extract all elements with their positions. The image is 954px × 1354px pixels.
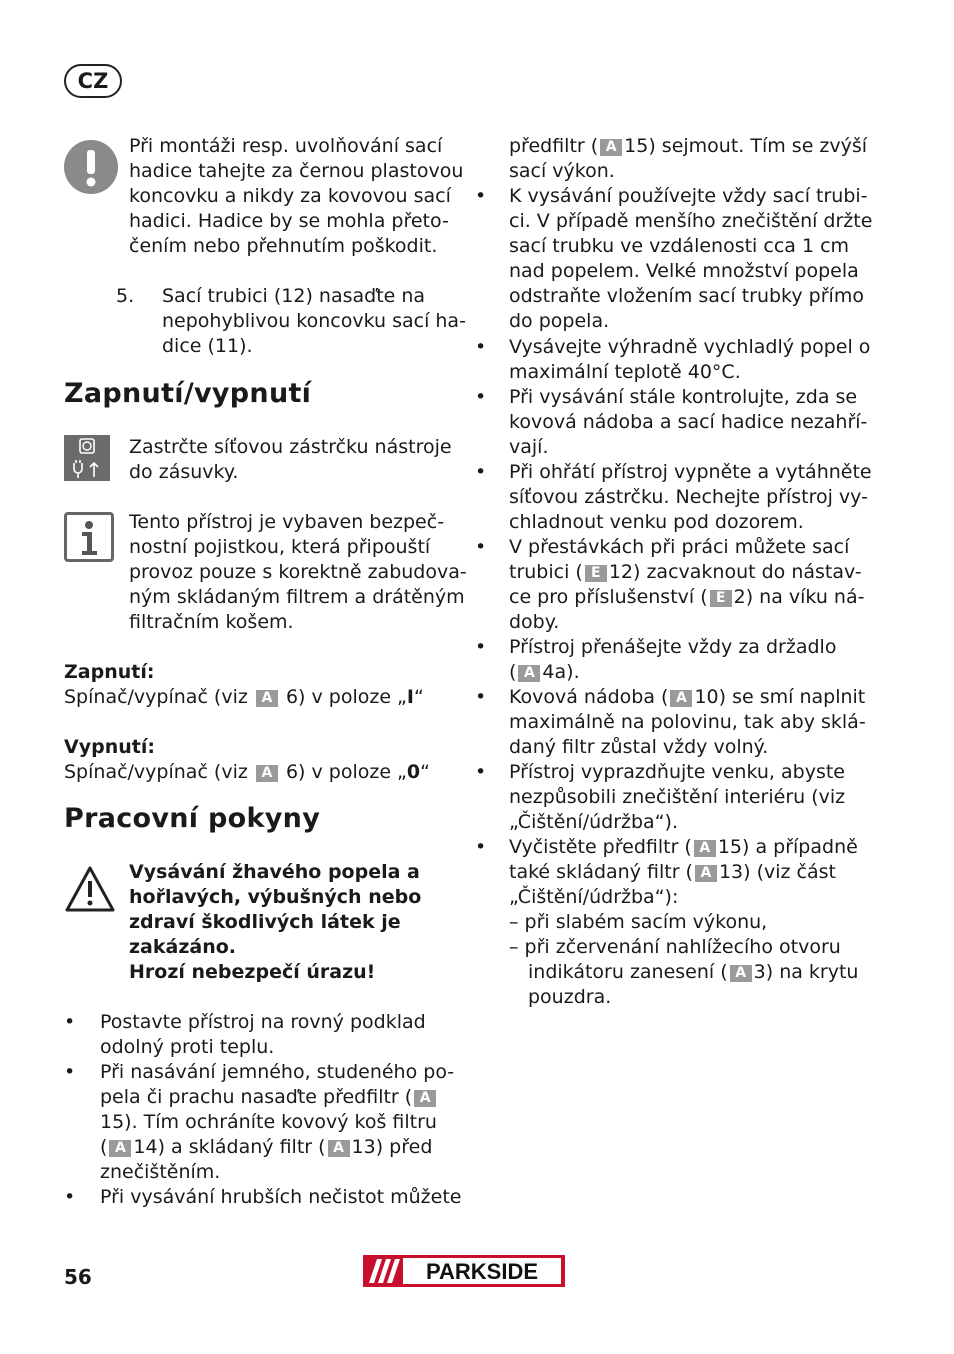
text-line: provoz pouze s korektně zabudova- [129, 561, 467, 583]
text-line: nad popelem. Velké množství popela [509, 260, 859, 282]
text: Vyčistěte předfiltr ( [509, 836, 692, 858]
text-line: ci. V případě menšího znečištění držte [509, 210, 873, 232]
warning-triangle-icon [64, 865, 116, 918]
text-line: Přístroj přenášejte vždy za držadlo [509, 636, 837, 658]
step-text [162, 284, 466, 359]
text-line: do zásuvky. [129, 461, 239, 483]
text-line: dice (11). [162, 335, 253, 357]
list-item [509, 760, 845, 835]
list-item [509, 535, 864, 635]
text-line [509, 134, 867, 159]
text: 2) na víku ná- [733, 586, 865, 608]
bullet: • [475, 636, 487, 658]
text-line: „Čištění/údržba“). [509, 811, 678, 833]
text: 3) na krytu [753, 961, 859, 983]
section-heading-work-instructions: Pracovní pokyny [64, 803, 321, 834]
list-item [100, 1010, 426, 1060]
figure-ref: A [600, 139, 622, 156]
text-line: Tento přístroj je vybaven bezpeč- [129, 511, 445, 533]
text-line: síťovou zástrčku. Nechejte přístroj vy- [509, 486, 868, 508]
text: Spínač/vypínač (viz [64, 761, 248, 783]
text-line: Zastrčte síťovou zástrčku nástroje [129, 436, 452, 458]
text-line: Vysávejte výhradně vychladlý popel o [509, 336, 871, 358]
text-line: hadice tahejte za černou plastovou [129, 160, 464, 182]
text-line: nepohyblivou koncovku sací ha- [162, 310, 466, 332]
figure-ref: A [730, 965, 752, 982]
plug-instruction-text [129, 435, 452, 485]
figure-ref: E [710, 590, 732, 607]
figure-ref: A [695, 865, 717, 882]
text-line: Při montáži resp. uvolňování sací [129, 135, 443, 157]
list-item [509, 635, 836, 685]
figure-ref: A [256, 690, 278, 707]
text-line: Při vysávání stále kontrolujte, zda se [509, 386, 858, 408]
text-line: ným skládaným filtrem a drátěným [129, 586, 465, 608]
continued-item [509, 134, 867, 184]
text-line: Při nasávání jemného, studeného po- [100, 1061, 455, 1083]
warning-exclamation-icon [64, 140, 118, 194]
text: indikátoru zanesení ( [528, 961, 728, 983]
switch-position: 0 [406, 761, 421, 783]
text: předfiltr ( [509, 135, 599, 157]
text-line: Hrozí nebezpečí úrazu! [129, 961, 376, 983]
text: ( [100, 1136, 108, 1158]
list-item [509, 184, 872, 334]
bullet: • [475, 336, 487, 358]
list-item [509, 385, 867, 460]
bullet: • [475, 461, 487, 483]
list-item [100, 1060, 454, 1185]
text-line [100, 1085, 454, 1110]
text-line [509, 835, 858, 860]
bullet: • [475, 686, 487, 708]
text: 15) sejmout. Tím se zvýší [624, 135, 868, 157]
figure-ref: A [256, 765, 278, 782]
figure-ref: A [670, 690, 692, 707]
bullet: • [475, 536, 487, 558]
text-line: Sací trubici (12) nasaďte na [162, 285, 426, 307]
text-line: znečištěním. [100, 1161, 221, 1183]
text-line: koncovku a nikdy za kovovou sací [129, 185, 451, 207]
list-item [509, 335, 870, 385]
on-label: Zapnutí: [64, 661, 155, 683]
text: 12) zacvaknout do nástav- [608, 561, 862, 583]
text-line: – při zčervenání nahlížecího otvoru [509, 936, 841, 958]
text-line: maximálně na polovinu, tak aby sklá- [509, 711, 866, 733]
text-line: odstraňte vložením sací trubky přímo [509, 285, 864, 307]
bullet: • [64, 1186, 76, 1208]
text-line: zdraví škodlivých látek je [129, 911, 401, 933]
text-line: pouzdra. [528, 986, 612, 1008]
text: 14) a skládaný filtr ( [133, 1136, 326, 1158]
text: 15) a případně [717, 836, 858, 858]
list-item [509, 835, 858, 1010]
text: ce pro příslušenství ( [509, 586, 708, 608]
text-line: sací trubku ve vzdálenosti cca 1 cm [509, 235, 850, 257]
text: 10) se smí naplnit [694, 686, 866, 708]
plug-socket-icon [64, 435, 110, 481]
text: ( [509, 661, 517, 683]
text: pela či prachu nasaďte předfiltr ( [100, 1086, 413, 1108]
text-line: nezpůsobili znečištění interiéru (viz [509, 786, 846, 808]
text: 4a). [542, 661, 580, 683]
info-text [129, 510, 467, 635]
text-line: hořlavých, výbušných nebo [129, 886, 422, 908]
text-line: V přestávkách při práci můžete sací [509, 536, 850, 558]
text: 6) v poloze „ [285, 686, 407, 708]
text-line [509, 685, 866, 710]
step-number: 5. [116, 285, 135, 307]
text-line: K vysávání používejte vždy sací trubi- [509, 185, 868, 207]
bullet: • [475, 836, 487, 858]
text-line [509, 560, 864, 585]
brand-text: PARKSIDE [425, 1259, 539, 1284]
bullet: • [475, 386, 487, 408]
text-line: Při ohřátí přístroj vypněte a vytáhněte [509, 461, 872, 483]
text: trubici ( [509, 561, 583, 583]
text-line: nostní pojistkou, která připouští [129, 536, 431, 558]
text-line: – při slabém sacím výkonu, [509, 911, 768, 933]
text-line [509, 585, 864, 610]
text-line: odolný proti teplu. [100, 1036, 275, 1058]
section-heading-on-off: Zapnutí/vypnutí [64, 378, 312, 409]
text-line: vají. [509, 436, 549, 458]
language-badge: CZ [64, 64, 122, 98]
text-line: maximální teplotě 40°C. [509, 361, 741, 383]
info-icon [64, 512, 114, 562]
off-instruction [64, 760, 430, 785]
figure-ref: A [109, 1140, 131, 1157]
page-number: 56 [64, 1265, 92, 1289]
text-line: do popela. [509, 310, 610, 332]
text-line: kovová nádoba a sací hadice nezahří- [509, 411, 868, 433]
text-line: doby. [509, 611, 560, 633]
figure-ref: A [414, 1090, 436, 1107]
text-line: zakázáno. [129, 936, 237, 958]
text-line: filtračním košem. [129, 611, 294, 633]
list-item: Při vysávání hrubších nečistot můžete [100, 1186, 462, 1208]
figure-ref: A [518, 665, 540, 682]
figure-ref: A [694, 840, 716, 857]
text-line: chladnout venku pod dozorem. [509, 511, 804, 533]
text-line [509, 860, 858, 885]
text: Spínač/vypínač (viz [64, 686, 248, 708]
on-instruction [64, 685, 424, 710]
off-label: Vypnutí: [64, 736, 155, 758]
bullet: • [64, 1061, 76, 1083]
list-item [509, 460, 872, 535]
switch-position: I [406, 686, 414, 708]
text-line [100, 1135, 454, 1160]
figure-ref: E [585, 565, 607, 582]
text: 13) (viz část [718, 861, 836, 883]
text: Kovová nádoba ( [509, 686, 669, 708]
text: 13) před [351, 1136, 433, 1158]
text-line: Přístroj vyprazdňujte venku, abyste [509, 761, 845, 783]
text-line: 15). Tím ochráníte kovový koš filtru [100, 1111, 437, 1133]
hose-warning-text [129, 134, 463, 259]
text: také skládaný filtr ( [509, 861, 693, 883]
text-line [509, 960, 858, 985]
text-line [509, 660, 836, 685]
bullet: • [475, 761, 487, 783]
figure-ref: A [328, 1140, 350, 1157]
text-line: „Čištění/údržba“): [509, 886, 679, 908]
brand-logo [363, 1255, 565, 1287]
text-line: daný filtr zůstal vždy volný. [509, 736, 769, 758]
list-item [509, 685, 866, 760]
bullet: • [475, 185, 487, 207]
text-line: Vysávání žhavého popela a [129, 861, 420, 883]
text: “ [413, 686, 424, 708]
text-line: Postavte přístroj na rovný podklad [100, 1011, 426, 1033]
text: “ [420, 761, 430, 783]
text: 6) v poloze „ [285, 761, 407, 783]
bullet: • [64, 1011, 76, 1033]
text-line: hadici. Hadice by se mohla přeto- [129, 210, 449, 232]
danger-text [129, 860, 421, 985]
text-line: čením nebo přehnutím poškodit. [129, 235, 438, 257]
text-line: sací výkon. [509, 160, 615, 182]
